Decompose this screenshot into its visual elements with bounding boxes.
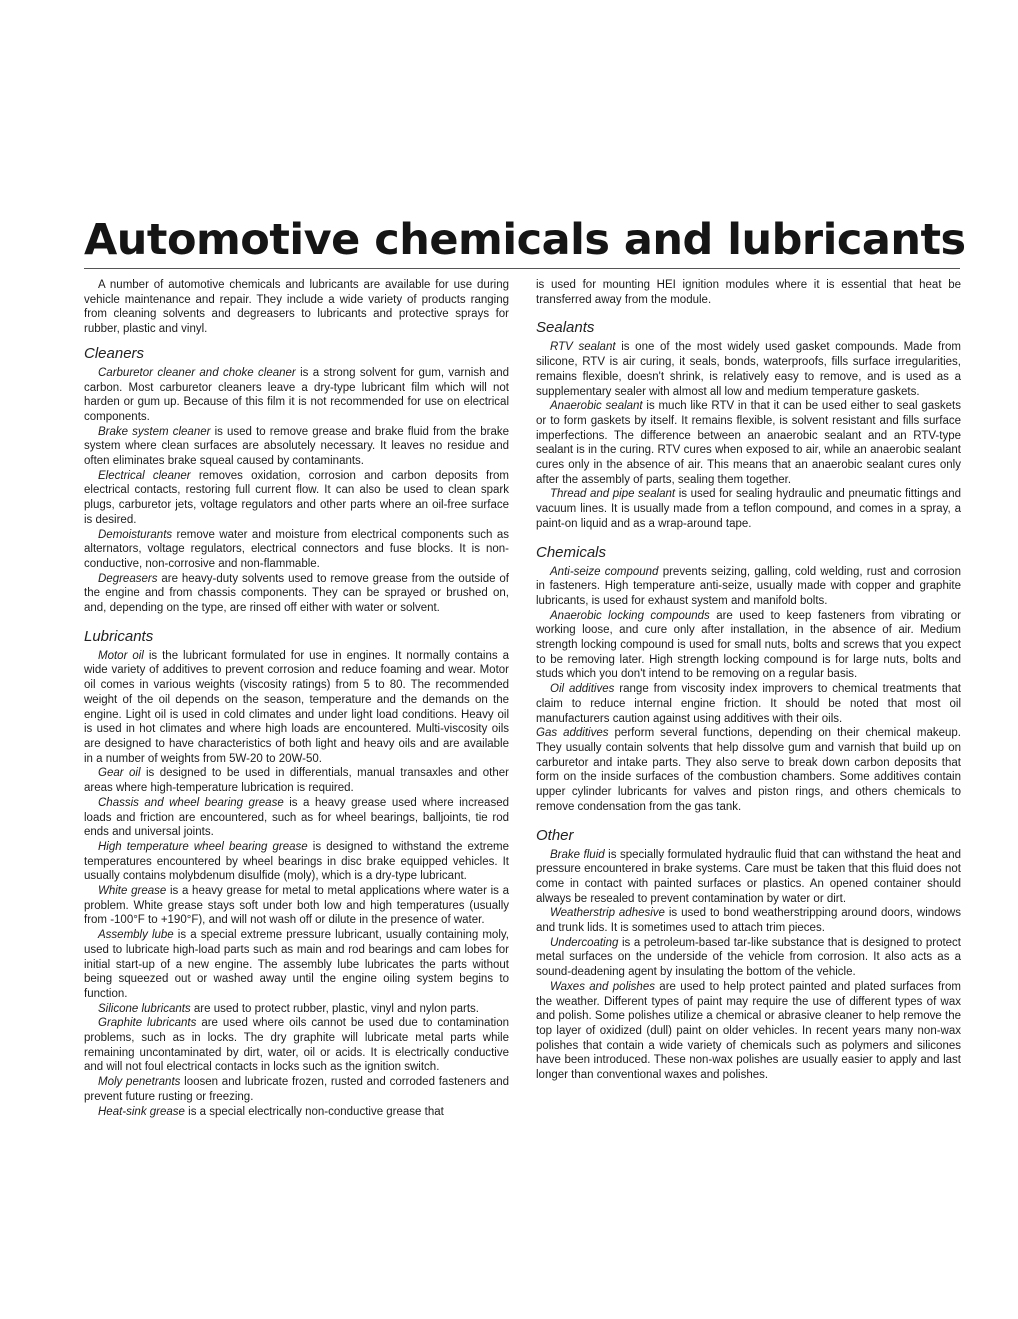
paragraph — [84, 425, 509, 469]
paragraph — [84, 649, 509, 767]
paragraph — [536, 565, 961, 609]
term: Brake fluid — [550, 848, 605, 861]
term: Anaerobic sealant — [550, 400, 643, 413]
body-text: is designed to be used in differentials, manual transaxles and other areas where high-temperature lubrication is required. — [84, 767, 509, 795]
paragraph — [536, 936, 961, 980]
paragraph — [84, 796, 509, 840]
paragraph — [84, 766, 509, 795]
page-title: Automotive chemicals and lubricants — [84, 215, 966, 265]
term: Graphite lubricants — [98, 1017, 197, 1030]
term: Moly penetrants — [98, 1076, 181, 1089]
term: Motor oil — [98, 649, 144, 662]
paragraph — [536, 906, 961, 935]
body-text: removes oxidation, corrosion and carbon deposits from electrical contacts, restoring full current flow. It can also be used to clean spark plugs, carburetor jets, voltage regulators and other parts where an oil-free surface is desired. — [84, 469, 509, 526]
paragraph — [84, 469, 509, 528]
paragraph — [536, 340, 961, 399]
term: Degreasers — [98, 572, 158, 585]
right-column — [536, 278, 961, 1083]
paragraph — [84, 1016, 509, 1075]
paragraph — [84, 840, 509, 884]
intro-paragraph: A number of automotive chemicals and lubricants are available for use during vehicle maintenance and repair. They include a wide variety of products ranging from cleaning solvents and degreasers to lubricants and protective sprays for rubber, plastic and vinyl. — [84, 279, 509, 336]
paragraph — [84, 528, 509, 572]
body-text: loosen and lubricate frozen, rusted and corroded fasteners and prevent future rusting or freezing. — [84, 1076, 509, 1103]
term: Chassis and wheel bearing grease — [98, 796, 284, 809]
body-text: is much like RTV in that it can be used either to seal gaskets or to form gaskets by itself. It remains flexible, is solvent resistant and fills surface imperfections. The difference between an anaerobic sealant and an RTV-type sealant is in the curing. RTV cures when exposed to air, while an anaerobic sealant cures only in the absence of air. This means that an anaerobic sealant cures only after the assembly of parts, sealing them together. — [536, 400, 962, 486]
paragraph — [84, 1075, 509, 1104]
paragraph — [536, 848, 961, 907]
body-text: is a petroleum-based tar-like substance that is designed to protect metal surfaces on the underside of the vehicle from corrosion. It also acts as a sound-deadening agent by insulating the bottom of the vehicle. — [536, 936, 961, 979]
body-text: are heavy-duty solvents used to remove grease from the outside of the engine and from chassis components. They can be sprayed or brushed on, and, depending on the type, are rinsed off either with water or solvent. — [84, 572, 509, 615]
term: Anaerobic locking compounds — [550, 609, 710, 622]
body-text: range from viscosity index improvers to chemical treatments that claim to reduce internal engine friction. It should be noted that most oil manufacturers caution against using additives with their oils. — [536, 683, 961, 725]
paragraph — [84, 928, 509, 1002]
body-text: perform several functions, depending on their chemical makeup. They usually contain solvents that help dissolve gum and varnish that build up on carburetor and intake parts. They also serve to break down carbon deposits that form on the inside surfaces of the combustion chambers. Some additives contain upper cylinder lubricants for valves and piston rings, and others chemicals to remove condensation from the gas tank. — [536, 727, 961, 813]
paragraph — [536, 399, 961, 487]
body-text: are used to protect rubber, plastic, vinyl and nylon parts. — [190, 1002, 479, 1015]
term: Undercoating — [550, 936, 619, 949]
term: High temperature wheel bearing grease — [98, 840, 308, 853]
body-text: is the lubricant formulated for use in engines. It normally contains a wide variety of additives to prevent corrosion and reduce foaming and wear. Motor oil comes in various weights (viscosity ratings) from 5 to 80. The recommended weight of the oil depends on the season, temperature and the demands on the engine. Light oil is used in cold climates and under light load conditions. Heavy oil is used in hot climates and where high loads are encountered. Multi-viscosity oils are designed to have characteristics of both light and heavy oils and are available in a number of weights from 5W-20 to 20W-50. — [84, 649, 509, 765]
term: Oil additives — [550, 683, 615, 696]
body-text: is used to bond weatherstripping around doors, windows and trunk lids. It is sometimes used to attach trim pieces. — [536, 907, 961, 935]
body-text: is designed to withstand the extreme temperatures encountered by wheel bearings in disc brake equipped vehicles. It usually contains molybdenum disulfide (moly), which is a dry-type lubricant. — [84, 840, 510, 883]
body-text: is one of the most widely used gasket compounds. Made from silicone, RTV is air curing, it seals, bonds, waterproofs, fills surface irregularities, remains flexible, doesn't shrink, is relatively easy to remove, and is used as a supplementary sealer with almost all low and medium temperature gaskets. — [536, 341, 962, 398]
term: Anti-seize compound — [550, 565, 659, 578]
paragraph — [84, 366, 509, 425]
term: Assembly lube — [98, 929, 174, 942]
paragraph — [84, 1105, 509, 1120]
term: Waxes and polishes — [550, 980, 655, 993]
paragraph — [84, 884, 509, 928]
paragraph — [84, 572, 509, 616]
term: Demoisturants — [98, 528, 173, 541]
term: Brake system cleaner — [98, 425, 211, 438]
body-text: is a special extreme pressure lubricant, usually containing moly, used to lubricate high-load parts such as main and rod bearings and cam lobes for initial start-up of a new engine. The assembly lube lubricates the parts without being squeezed out or washed away until the engine oiling system begins to function. — [84, 929, 509, 1000]
term: Weatherstrip adhesive — [550, 907, 665, 920]
term: Electrical cleaner — [98, 469, 191, 482]
section-heading-other: Other — [536, 826, 574, 844]
body-text: is used for sealing hydraulic and pneumatic fittings and vacuum lines. It is usually made from a teflon compound, and comes in a spray, a paint-on liquid and as a wrap-around tape. — [536, 488, 961, 530]
paragraph — [84, 1002, 509, 1017]
continued-paragraph: is used for mounting HEI ignition modules where it is essential that heat be transferred away from the module. — [536, 279, 961, 306]
paragraph — [536, 726, 961, 814]
term: White grease — [98, 885, 167, 898]
section-heading-cleaners: Cleaners — [84, 344, 145, 362]
body-text: are used to help protect painted and plated surfaces from the weather. Different types of paint may require the use of different types of wax and polish. Some polishes utilize a chemical or abrasive cleaner to help remove the top layer of oxidized (dull) paint on older vehicles. In recent years many non-wax polishes that contain a wide variety of chemicals such as polymers and silicones have been introduced. These non-wax polishes are usually easier to apply and last longer than conventional waxes and polishes. — [536, 980, 961, 1082]
body-text: prevents seizing, galling, cold welding, rust and corrosion in fasteners. High temperature anti-seize, usually made with copper and graphite lubricants, is used for exhaust system and manifold bolts. — [536, 565, 961, 607]
body-text: is a special electrically non-conductive grease that — [184, 1105, 444, 1118]
section-heading-chemicals: Chemicals — [536, 543, 607, 561]
body-text: is a strong solvent for gum, varnish and carbon. Most carburetor cleaners leave a dry-type lubricant film which will not harden or gum up. Because of this film it is not recommended for use on electrical components. — [84, 366, 510, 423]
paragraph — [536, 487, 961, 531]
term: Thread and pipe sealant — [550, 488, 676, 501]
paragraph — [536, 980, 961, 1083]
body-text: is a heavy grease used where increased loads and friction are encountered, such as for wheel bearings, balljoints, tie rod ends and universal joints. — [84, 796, 509, 839]
term: Silicone lubricants — [98, 1002, 191, 1015]
section-heading-sealants: Sealants — [536, 319, 595, 337]
term: RTV sealant — [550, 341, 616, 354]
term: Gas additives — [536, 727, 609, 740]
body-text: is used to remove grease and brake fluid from the brake system where clean surfaces are absolutely necessary. It leaves no residue and often eliminates brake squeal caused by contaminants. — [84, 425, 509, 468]
body-text: are used to keep fasteners from vibrating or working loose, and cure only after installation, in the absence of air. Medium strength locking compound is used for small nuts, bolts and screws that you expect to be removing later. High strength locking compound is for large nuts, bolts and studs which you don't intend to be removing on a regular basis. — [536, 609, 961, 681]
left-column — [84, 278, 509, 1119]
title-rule — [84, 268, 960, 269]
body-text: are used where oils cannot be used due to contamination problems, such as in locks. The dry graphite will lubricate metal parts while remaining uncontaminated by dirt, water, oil or acids. It is electrically conductive and will not foul electrical contacts in locks such as the ignition switch. — [84, 1017, 509, 1074]
body-text: is specially formulated hydraulic fluid that can withstand the heat and pressure encountered in brake systems. Care must be taken that this fluid does not come in contact with painted surfaces or plastics. An opened container should always be resealed to prevent contamination by water or dirt. — [536, 848, 961, 905]
body-text: remove water and moisture from electrical components such as alternators, voltage regulators, electrical connectors and fuse blocks. It is non-conductive, non-corrosive and non-flammable. — [84, 528, 509, 570]
term: Carburetor cleaner and choke cleaner — [98, 366, 296, 379]
term: Heat-sink grease — [98, 1105, 185, 1118]
section-heading-lubricants: Lubricants — [84, 627, 154, 645]
paragraph — [536, 682, 961, 726]
paragraph — [536, 609, 961, 683]
term: Gear oil — [98, 767, 141, 780]
body-text: is a heavy grease for metal to metal applications where water is a problem. White grease stays soft under both low and high temperatures (usually from -100°F to +190°F), and will not wash off or dilute in the presence of water. — [84, 885, 509, 927]
